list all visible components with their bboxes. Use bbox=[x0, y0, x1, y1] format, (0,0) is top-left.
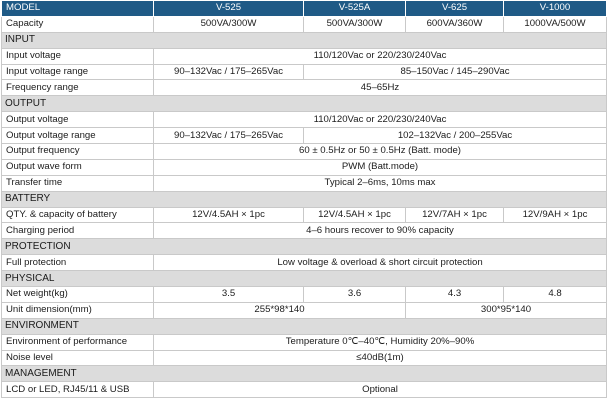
battery-qty-label: QTY. & capacity of battery bbox=[2, 207, 154, 223]
net-weight-value: 4.3 bbox=[406, 287, 504, 303]
noise-level-label: Noise level bbox=[2, 350, 154, 366]
net-weight-label: Net weight(kg) bbox=[2, 287, 154, 303]
section-title-protection: PROTECTION bbox=[2, 239, 607, 255]
frequency-range-value: 45–65Hz bbox=[154, 80, 607, 96]
table-row bbox=[2, 302, 607, 318]
table-row bbox=[2, 159, 607, 175]
model-header: MODEL bbox=[2, 1, 154, 17]
transfer-time-label: Transfer time bbox=[2, 175, 154, 191]
output-voltage-value: 110/120Vac or 220/230/240Vac bbox=[154, 112, 607, 128]
capacity-value: 500VA/300W bbox=[154, 16, 304, 32]
battery-qty-value: 12V/4.5AH × 1pc bbox=[304, 207, 406, 223]
section-row-output bbox=[2, 96, 607, 112]
unit-dimension-label: Unit dimension(mm) bbox=[2, 302, 154, 318]
table-row bbox=[2, 175, 607, 191]
input-voltage-label: Input voltage bbox=[2, 48, 154, 64]
section-title-battery: BATTERY bbox=[2, 191, 607, 207]
net-weight-value: 3.5 bbox=[154, 287, 304, 303]
unit-dimension-value-large: 300*95*140 bbox=[406, 302, 607, 318]
output-wave-value: PWM (Batt.mode) bbox=[154, 159, 607, 175]
net-weight-value: 3.6 bbox=[304, 287, 406, 303]
full-protection-value: Low voltage & overload & short circuit protection bbox=[154, 255, 607, 271]
input-range-value-v525: 90–132Vac / 175–265Vac bbox=[154, 64, 304, 80]
table-row bbox=[2, 128, 607, 144]
model-header-v1000: V-1000 bbox=[504, 1, 607, 17]
output-wave-label: Output wave form bbox=[2, 159, 154, 175]
section-row-environment bbox=[2, 318, 607, 334]
transfer-time-value: Typical 2–6ms, 10ms max bbox=[154, 175, 607, 191]
lcd-value: Optional bbox=[154, 382, 607, 398]
output-range-label: Output voltage range bbox=[2, 128, 154, 144]
output-range-value-others: 102–132Vac / 200–255Vac bbox=[304, 128, 607, 144]
table-row bbox=[2, 382, 607, 398]
table-row bbox=[2, 64, 607, 80]
section-row-battery bbox=[2, 191, 607, 207]
table-row bbox=[2, 48, 607, 64]
section-title-management: MANAGEMENT bbox=[2, 366, 607, 382]
output-range-value-v525: 90–132Vac / 175–265Vac bbox=[154, 128, 304, 144]
table-row bbox=[2, 80, 607, 96]
input-voltage-value: 110/120Vac or 220/230/240Vac bbox=[154, 48, 607, 64]
capacity-value: 1000VA/500W bbox=[504, 16, 607, 32]
charging-period-label: Charging period bbox=[2, 223, 154, 239]
header-row bbox=[2, 1, 607, 17]
environment-performance-value: Temperature 0℃–40℃, Humidity 20%–90% bbox=[154, 334, 607, 350]
environment-performance-label: Environment of performance bbox=[2, 334, 154, 350]
model-header-v525: V-525 bbox=[154, 1, 304, 17]
input-range-label: Input voltage range bbox=[2, 64, 154, 80]
model-header-v525a: V-525A bbox=[304, 1, 406, 17]
charging-period-value: 4–6 hours recover to 90% capacity bbox=[154, 223, 607, 239]
frequency-range-label: Frequency range bbox=[2, 80, 154, 96]
table-row bbox=[2, 334, 607, 350]
noise-level-value: ≤40dB(1m) bbox=[154, 350, 607, 366]
table-row bbox=[2, 112, 607, 128]
lcd-label: LCD or LED, RJ45/11 & USB bbox=[2, 382, 154, 398]
input-range-value-others: 85–150Vac / 145–290Vac bbox=[304, 64, 607, 80]
output-voltage-label: Output voltage bbox=[2, 112, 154, 128]
table-row bbox=[2, 287, 607, 303]
section-title-environment: ENVIRONMENT bbox=[2, 318, 607, 334]
net-weight-value: 4.8 bbox=[504, 287, 607, 303]
full-protection-label: Full protection bbox=[2, 255, 154, 271]
section-row-protection bbox=[2, 239, 607, 255]
capacity-label: Capacity bbox=[2, 16, 154, 32]
specification-table bbox=[1, 0, 607, 398]
section-title-output: OUTPUT bbox=[2, 96, 607, 112]
table-row bbox=[2, 255, 607, 271]
table-row bbox=[2, 350, 607, 366]
table-row bbox=[2, 144, 607, 160]
table-row bbox=[2, 223, 607, 239]
battery-qty-value: 12V/7AH × 1pc bbox=[406, 207, 504, 223]
model-header-v625: V-625 bbox=[406, 1, 504, 17]
unit-dimension-value-small: 255*98*140 bbox=[154, 302, 406, 318]
capacity-value: 500VA/300W bbox=[304, 16, 406, 32]
section-title-physical: PHYSICAL bbox=[2, 271, 607, 287]
capacity-value: 600VA/360W bbox=[406, 16, 504, 32]
output-frequency-label: Output frequency bbox=[2, 144, 154, 160]
section-title-input: INPUT bbox=[2, 32, 607, 48]
section-row-physical bbox=[2, 271, 607, 287]
output-frequency-value: 60 ± 0.5Hz or 50 ± 0.5Hz (Batt. mode) bbox=[154, 144, 607, 160]
table-row bbox=[2, 16, 607, 32]
section-row-management bbox=[2, 366, 607, 382]
table-row bbox=[2, 207, 607, 223]
section-row-input bbox=[2, 32, 607, 48]
battery-qty-value: 12V/4.5AH × 1pc bbox=[154, 207, 304, 223]
battery-qty-value: 12V/9AH × 1pc bbox=[504, 207, 607, 223]
